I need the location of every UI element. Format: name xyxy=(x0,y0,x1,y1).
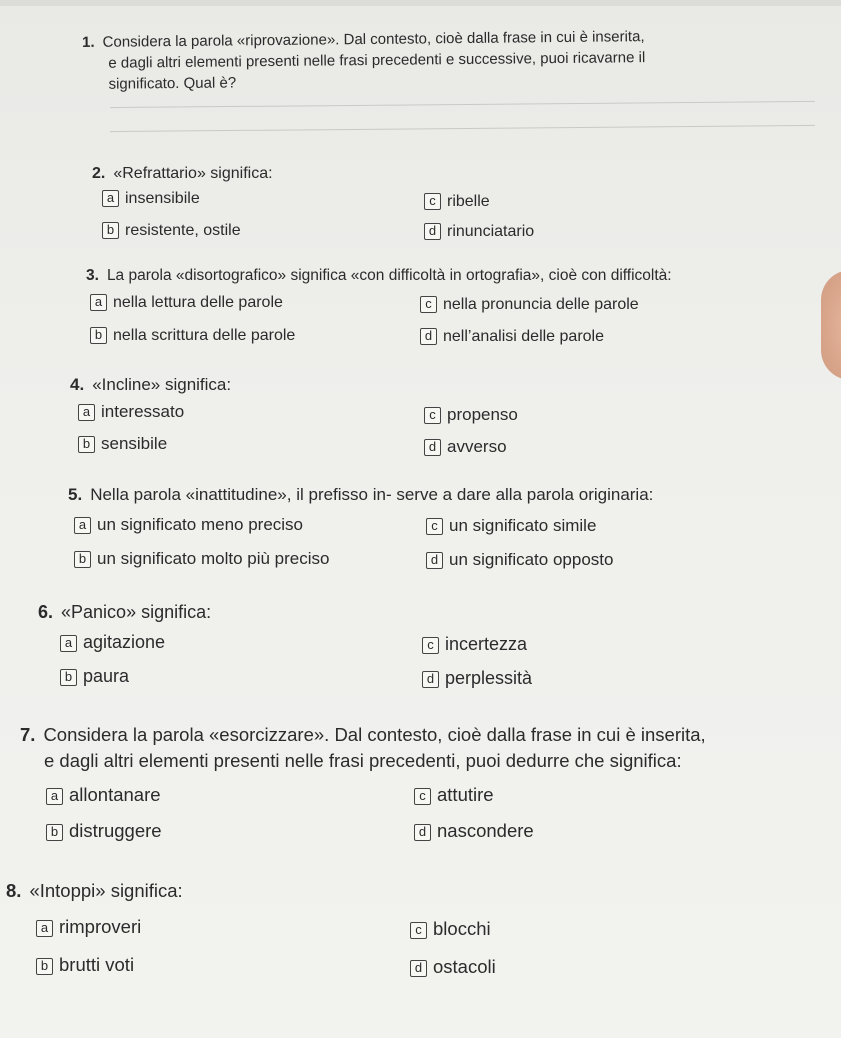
option-letter: d xyxy=(410,960,427,977)
option-label: nella lettura delle parole xyxy=(113,294,283,311)
question-3 xyxy=(86,265,826,286)
option-label: ostacoli xyxy=(433,956,496,977)
question-number: 7. xyxy=(20,724,36,745)
option-c[interactable] xyxy=(424,405,518,425)
option-letter: d xyxy=(424,439,441,456)
option-label: paura xyxy=(83,666,130,686)
option-label: interessato xyxy=(101,402,185,421)
option-label: rinunciatario xyxy=(447,223,535,240)
question-text: significato. Qual è? xyxy=(108,74,237,93)
option-a[interactable] xyxy=(102,190,200,208)
option-label: rimproveri xyxy=(59,916,142,937)
option-letter: b xyxy=(46,824,63,841)
option-label: un significato molto più preciso xyxy=(97,549,330,568)
page-edge xyxy=(0,0,841,6)
question-text: «Panico» significa: xyxy=(61,602,212,622)
option-label: blocchi xyxy=(433,918,491,939)
question-8 xyxy=(6,880,746,901)
option-letter: d xyxy=(420,328,437,345)
option-b[interactable] xyxy=(74,549,329,569)
option-d[interactable] xyxy=(420,328,604,346)
option-b[interactable] xyxy=(90,327,295,345)
option-letter: d xyxy=(414,824,431,841)
question-number: 1. xyxy=(82,33,95,51)
question-text: «Intoppi» significa: xyxy=(29,880,183,901)
option-letter: a xyxy=(74,517,91,534)
option-a[interactable] xyxy=(60,632,165,653)
option-letter: b xyxy=(90,327,107,344)
option-label: nascondere xyxy=(437,820,534,841)
option-c[interactable] xyxy=(422,634,527,655)
option-d[interactable] xyxy=(424,223,534,241)
question-2 xyxy=(92,163,812,184)
option-label: incertezza xyxy=(445,634,528,654)
option-label: nella scrittura delle parole xyxy=(113,327,296,344)
option-c[interactable] xyxy=(424,193,490,211)
option-a[interactable] xyxy=(46,784,161,806)
option-a[interactable] xyxy=(74,515,303,535)
question-number: 6. xyxy=(38,602,54,622)
option-d[interactable] xyxy=(414,820,534,842)
question-1 xyxy=(82,24,823,95)
option-letter: d xyxy=(424,223,441,240)
question-7 xyxy=(20,722,841,774)
question-text: «Incline» significa: xyxy=(92,375,232,394)
question-number: 4. xyxy=(70,375,85,394)
option-letter: d xyxy=(426,552,443,569)
option-label: avverso xyxy=(447,437,507,456)
question-number: 2. xyxy=(92,165,106,182)
option-c[interactable] xyxy=(414,784,494,806)
option-a[interactable] xyxy=(78,402,184,422)
option-label: resistente, ostile xyxy=(125,222,241,239)
question-6 xyxy=(38,602,778,623)
option-label: agitazione xyxy=(83,632,166,652)
option-letter: c xyxy=(410,922,427,939)
question-text: e dagli altri elementi presenti nelle frasi precedenti, puoi dedurre che significa: xyxy=(44,750,682,771)
option-c[interactable] xyxy=(426,516,596,536)
option-letter: c xyxy=(426,518,443,535)
question-5 xyxy=(68,484,828,505)
option-label: brutti voti xyxy=(59,954,135,975)
option-label: nell’analisi delle parole xyxy=(443,328,604,345)
option-letter: a xyxy=(46,788,63,805)
option-label: attutire xyxy=(437,784,494,805)
option-label: distruggere xyxy=(69,820,162,841)
option-b[interactable] xyxy=(60,666,129,687)
option-letter: c xyxy=(424,193,441,210)
option-label: un significato opposto xyxy=(449,550,614,569)
option-d[interactable] xyxy=(424,437,507,457)
question-number: 5. xyxy=(68,485,83,504)
option-d[interactable] xyxy=(422,668,532,689)
option-label: sensibile xyxy=(101,434,168,453)
answer-line[interactable] xyxy=(110,125,815,132)
finger-photo-artifact xyxy=(821,270,841,380)
option-c[interactable] xyxy=(410,918,491,940)
option-label: allontanare xyxy=(69,784,161,805)
option-letter: b xyxy=(78,436,95,453)
option-label: un significato meno preciso xyxy=(97,515,304,534)
option-letter: a xyxy=(60,635,77,652)
question-number: 8. xyxy=(6,880,22,901)
option-letter: b xyxy=(60,669,77,686)
option-letter: d xyxy=(422,671,439,688)
question-text: Considera la parola «esorcizzare». Dal contesto, cioè dalla frase in cui è inserita, xyxy=(43,724,706,745)
option-b[interactable] xyxy=(102,222,241,240)
option-c[interactable] xyxy=(420,296,639,314)
option-label: perplessità xyxy=(445,668,533,688)
question-text: Nella parola «inattitudine», il prefisso in- serve a dare alla parola originaria: xyxy=(90,485,654,504)
option-label: propenso xyxy=(447,405,518,424)
option-label: un significato simile xyxy=(449,516,597,535)
option-letter: a xyxy=(102,190,119,207)
option-a[interactable] xyxy=(36,916,141,938)
option-b[interactable] xyxy=(78,434,167,454)
option-letter: a xyxy=(36,920,53,937)
option-label: nella pronuncia delle parole xyxy=(443,296,639,313)
question-text: La parola «disortografico» significa «con difficoltà in ortografia», cioè con difficoltà: xyxy=(106,267,672,284)
option-letter: c xyxy=(424,407,441,424)
question-number: 3. xyxy=(86,267,99,284)
question-text: Considera la parola «riprovazione». Dal contesto, cioè dalla frase in cui è inserita, xyxy=(102,28,645,51)
option-letter: c xyxy=(420,296,437,313)
option-d[interactable] xyxy=(426,550,613,570)
option-a[interactable] xyxy=(90,294,283,312)
answer-line[interactable] xyxy=(110,101,815,108)
option-letter: a xyxy=(90,294,107,311)
option-d[interactable] xyxy=(410,956,496,978)
option-letter: b xyxy=(102,222,119,239)
option-letter: c xyxy=(414,788,431,805)
question-4 xyxy=(70,374,790,395)
question-text: «Refrattario» significa: xyxy=(113,165,273,182)
option-label: insensibile xyxy=(125,190,200,207)
option-letter: c xyxy=(422,637,439,654)
question-text: e dagli altri elementi presenti nelle frasi precedenti e successive, puoi ricavarne il xyxy=(108,49,646,72)
option-letter: b xyxy=(36,958,53,975)
option-b[interactable] xyxy=(46,820,162,842)
option-letter: b xyxy=(74,551,91,568)
option-letter: a xyxy=(78,404,95,421)
option-b[interactable] xyxy=(36,954,134,976)
option-label: ribelle xyxy=(447,193,490,210)
